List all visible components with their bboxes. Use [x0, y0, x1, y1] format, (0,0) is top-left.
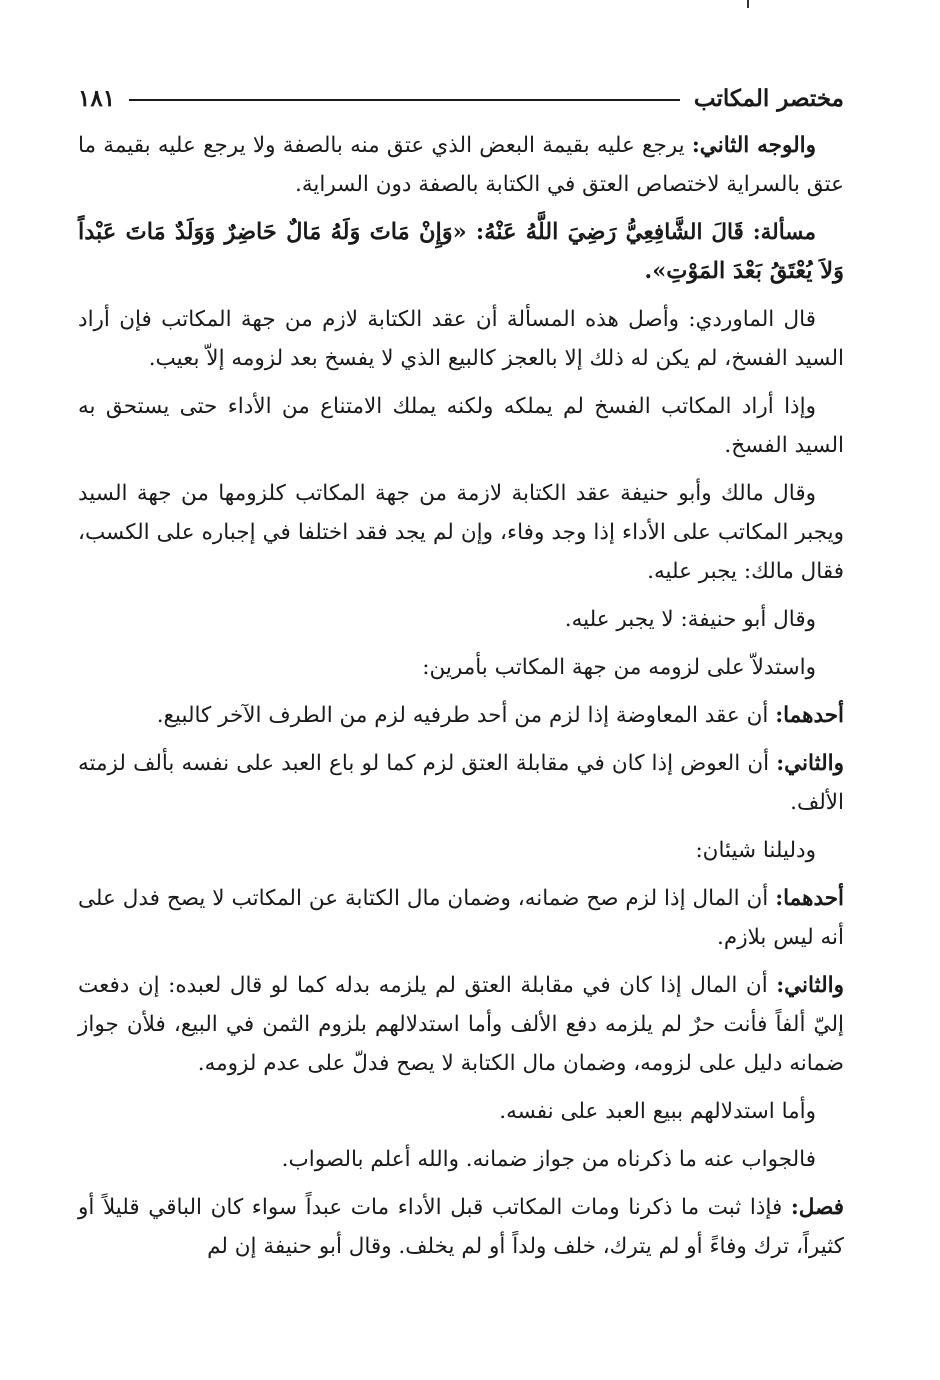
quoted-text: رَضِيَ اللَّهُ عَنْهُ: «وَإِنْ مَاتَ وَلَهُ مَالٌ حَاضِرٌ وَوَلَدٌ مَاتَ عَبْداً وَلاَ يُعْتَقُ بَعْدَ المَوْتِ».: [78, 219, 844, 284]
paragraph-text: فإذا ثبت ما ذكرنا ومات المكاتب قبل الأداء مات عبداً سواء كان الباقي قليلاً أو كثيراً، ترك وفاءً أو لم يترك، خلف ولداً أو لم يخلف. وقال أبو حنيفة إن لم: [78, 1195, 844, 1259]
paragraph: [78, 126, 844, 204]
paragraph-text: يرجع عليه بقيمة البعض الذي عتق منه بالصفة ولا يرجع عليه بقيمة ما عتق بالسراية لاختصاص العتق في الكتابة بالصفة دون السراية.: [78, 133, 844, 197]
paragraph: [78, 744, 844, 822]
paragraph-lead: مسألة: قَالَ الشَّافِعِيُّ: [625, 220, 816, 245]
paragraph-lead: والثاني:: [776, 751, 844, 776]
paragraph-lead: والثاني:: [776, 973, 844, 998]
paragraph-text: أن عقد المعاوضة إذا لزم من أحد طرفيه لزم من الطرف الآخر كالبيع.: [156, 703, 776, 728]
page-header: [78, 78, 844, 118]
paragraph-fasl: [78, 1188, 844, 1266]
body-text: [78, 126, 844, 1275]
page-number: ١٨١: [78, 84, 116, 112]
paragraph-text: وقال أبو حنيفة: لا يجبر عليه.: [564, 607, 816, 632]
paragraph-masala: [78, 213, 844, 291]
running-title: مختصر المكاتب: [693, 84, 844, 112]
paragraph-lead: والوجه الثاني:: [691, 133, 816, 158]
paragraph: [78, 1140, 844, 1179]
paragraph-text: فالجواب عنه ما ذكرناه من جواز ضمانه. والله أعلم بالصواب.: [281, 1147, 816, 1172]
paragraph-text: وقال مالك وأبو حنيفة عقد الكتابة لازمة من جهة المكاتب كلزومها من جهة السيد ويجبر المكاتب على الأداء إذا وجد وفاء، وإن لم يجد فقد اختلفا في إجباره على الكسب، فقال مالك: يجبر عليه.: [78, 481, 844, 584]
paragraph: [78, 648, 844, 687]
paragraph-lead: أحدهما:: [775, 886, 844, 911]
paragraph-text: قال الماوردي: وأصل هذه المسألة أن عقد الكتابة لازم من جهة المكاتب فإن أراد السيد الفسخ، لم يكن له ذلك إلا بالعجز كالبيع الذي لا يفسخ بعد لزومه إلاّ بعيب.: [78, 307, 844, 371]
paragraph: [78, 831, 844, 870]
paragraph: [78, 696, 844, 735]
paragraph: [78, 387, 844, 465]
paragraph-text: وإذا أراد المكاتب الفسخ لم يملكه ولكنه يملك الامتناع من الأداء حتى يستحق به السيد الفسخ.: [78, 394, 844, 458]
paragraph: [78, 1092, 844, 1131]
paragraph-text: ودليلنا شيئان:: [695, 838, 816, 863]
paragraph-text: أن المال إذا كان في مقابلة العتق لم يلزمه بدله كما لو قال لعبده: إن دفعت إليّ ألفاً فأنت حرٌ لم يلزمه دفع الألف وأما استدلالهم بلزوم الثمن في البيع، فلأن جواز ضمانه دليل على لزومه، وضمان مال الكتابة لا يصح فدلّ على عدم لزومه.: [78, 973, 844, 1076]
paragraph: [78, 300, 844, 378]
paragraph: [78, 600, 844, 639]
scan-artifact-mark: [747, 0, 749, 8]
paragraph-text: أن العوض إذا كان في مقابلة العتق لزم كما لو باع العبد على نفسه بألف لزمته الألف.: [78, 751, 844, 815]
paragraph: [78, 474, 844, 591]
paragraph-lead: فصل:: [790, 1195, 844, 1220]
paragraph-lead: أحدهما:: [775, 703, 844, 728]
header-rule: [129, 99, 680, 101]
paragraph-text: أن المال إذا لزم صح ضمانه، وضمان مال الكتابة عن المكاتب لا يصح فدل على أنه ليس بلازم.: [78, 886, 844, 950]
paragraph: [78, 879, 844, 957]
paragraph-text: وأما استدلالهم ببيع العبد على نفسه.: [499, 1099, 816, 1124]
paragraph: [78, 966, 844, 1083]
paragraph-text: واستدلاّ على لزومه من جهة المكاتب بأمرين:: [422, 655, 816, 680]
